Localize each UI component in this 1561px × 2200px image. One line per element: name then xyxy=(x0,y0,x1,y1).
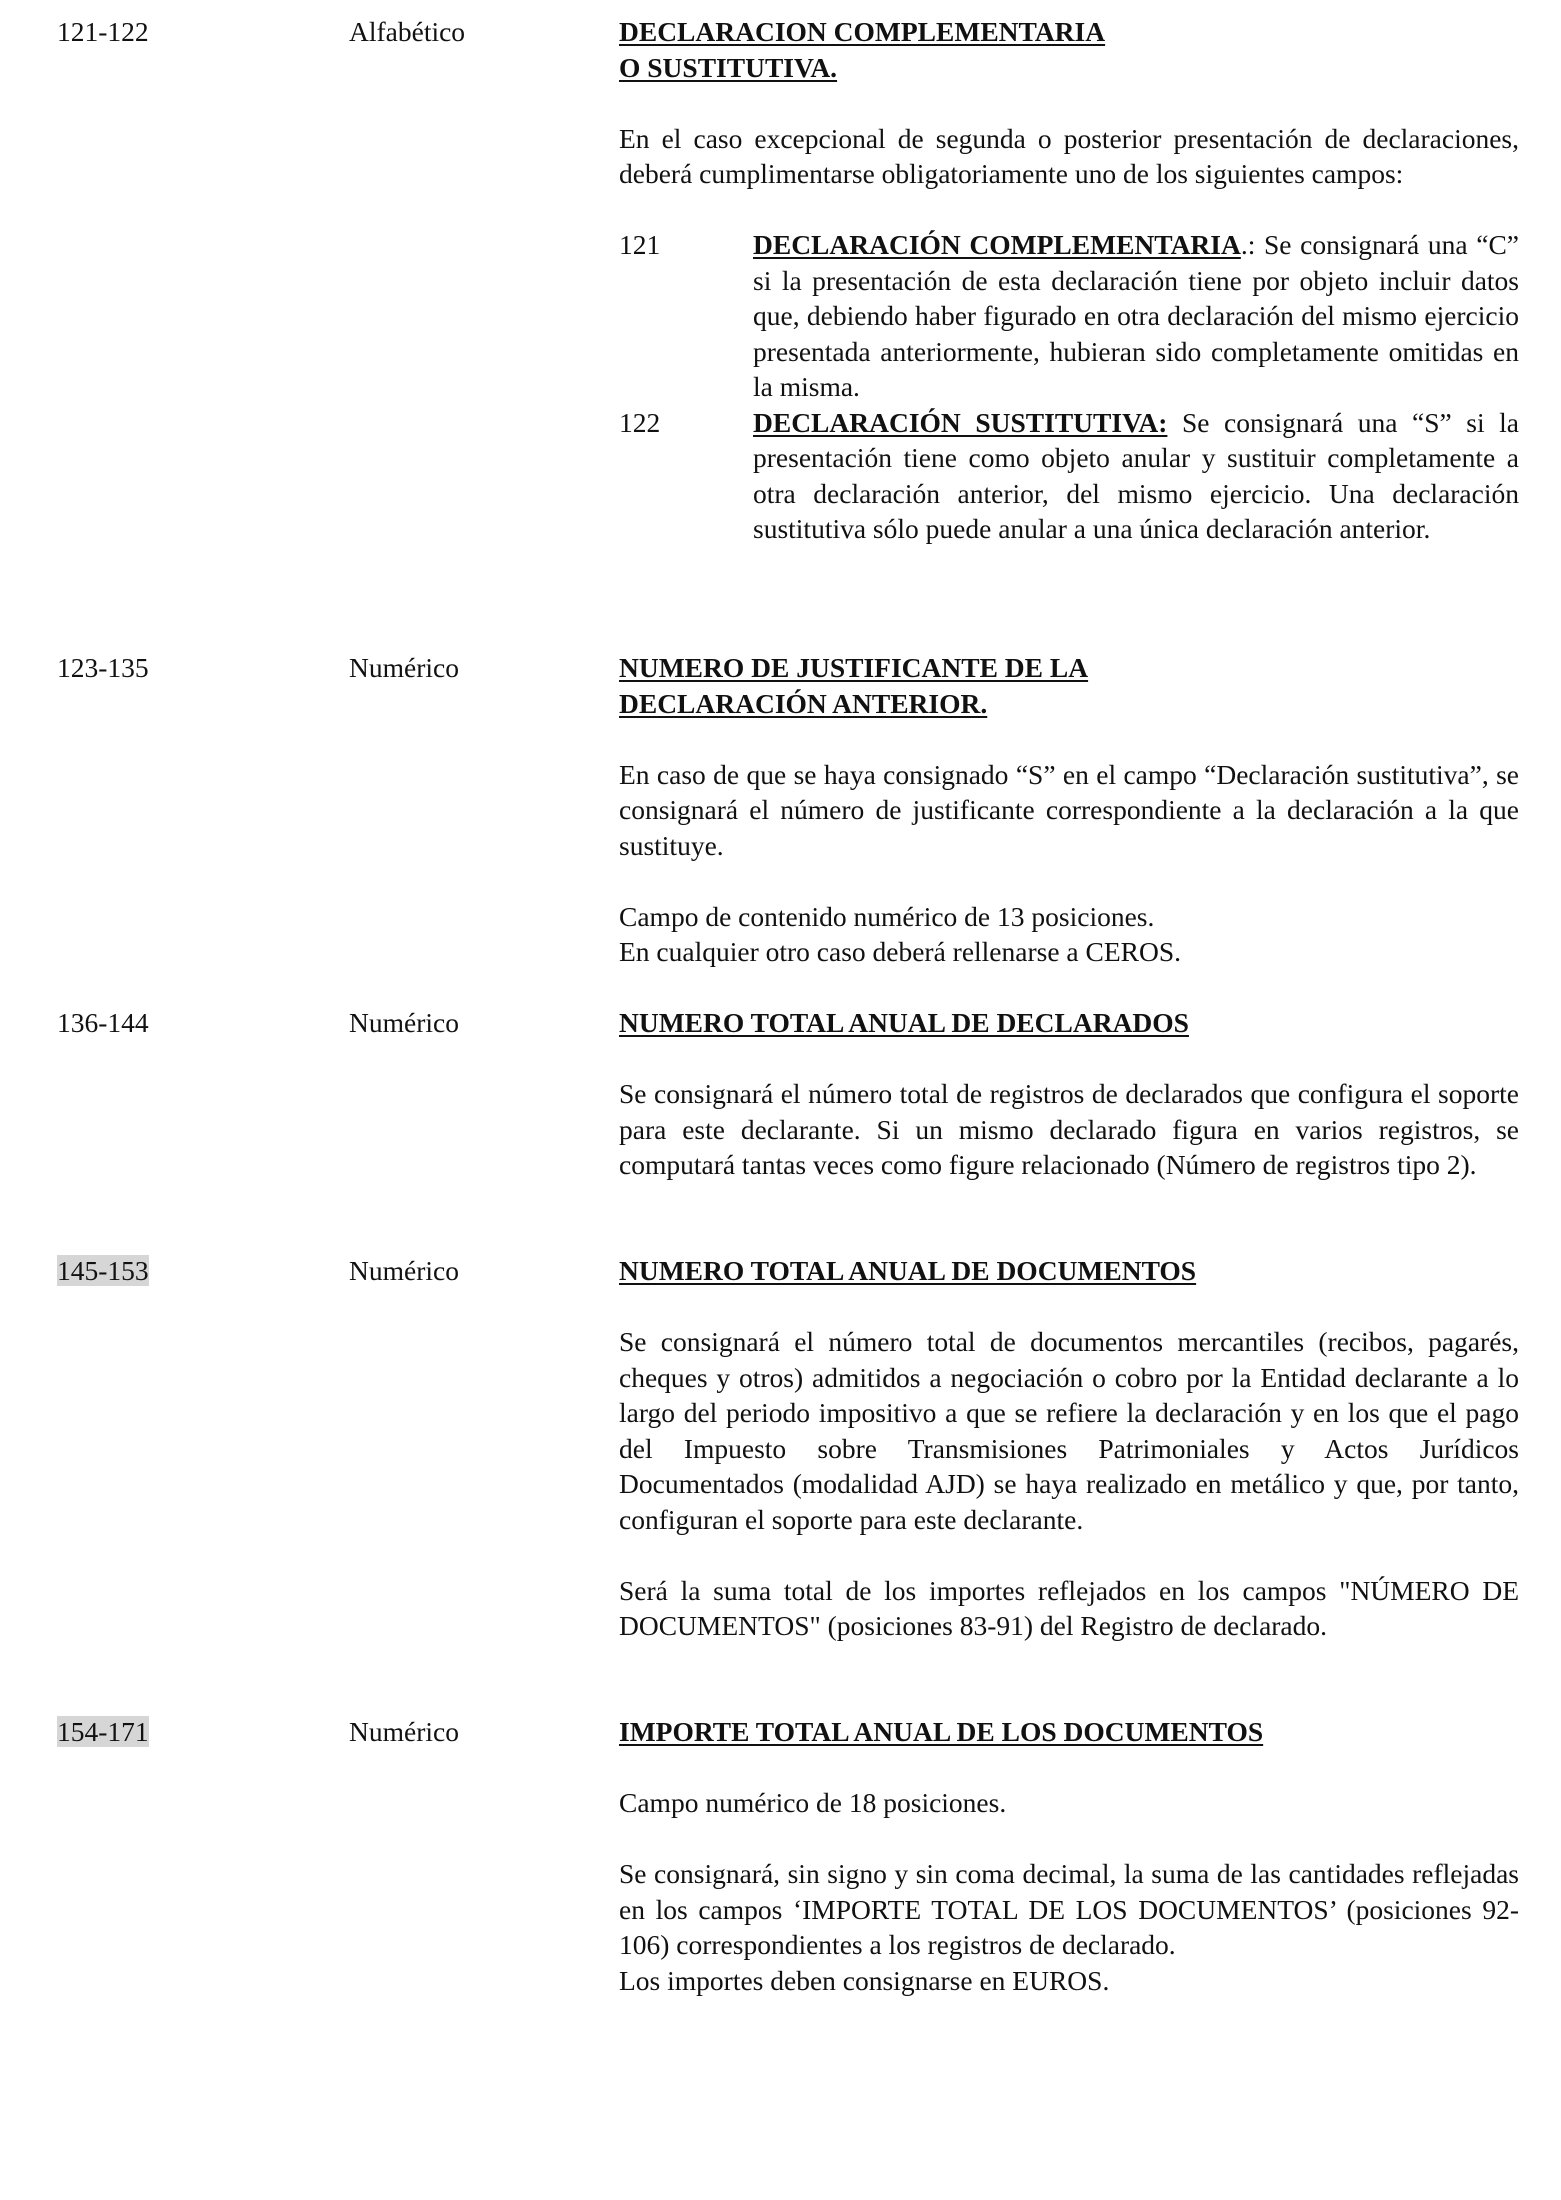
field-paragraph: Se consignará, sin signo y sin coma decimal, la suma de las cantidades reflejadas en los campos ‘IMPORTE TOTAL DE LOS DOCUMENTOS’ (posiciones 92-106) correspondientes a los registros de declarado. xyxy=(619,1858,1519,1960)
field-title xyxy=(619,14,1519,85)
field-paragraph: Campo de contenido numérico de 13 posiciones. xyxy=(619,900,1155,932)
field-paragraph: Se consignará el número total de registros de declarados que configura el soporte para este declarante. Si un mismo declarado figura en varios registros, se computará tantas veces como figure relacionado (Número de registros tipo 2). xyxy=(619,1078,1519,1180)
field-paragraph: Será la suma total de los importes reflejados en los campos "NÚMERO DE DOCUMENTOS" (posiciones 83-91) del Registro de declarado. xyxy=(619,1574,1519,1641)
subfield-item-122 xyxy=(619,405,1519,547)
field-title-line: DECLARACIÓN ANTERIOR. xyxy=(619,687,988,719)
field-type: Alfabético xyxy=(349,16,466,47)
field-description xyxy=(619,650,1519,970)
field-paragraph: En caso de que se haya consignado “S” en el campo “Declaración sustitutiva”, se consignará el número de justificante correspondiente a la declaración a la que sustituye. xyxy=(619,758,1519,861)
highlighted-positions: 154-171 xyxy=(57,1716,149,1747)
field-description xyxy=(619,14,1519,547)
subfield-title: DECLARACIÓN COMPLEMENTARIA xyxy=(753,229,1241,260)
field-positions: 136-144 xyxy=(57,1007,149,1038)
field-title: NUMERO TOTAL ANUAL DE DOCUMENTOS xyxy=(619,1255,1197,1286)
field-description xyxy=(619,1005,1519,1183)
subfield-number: 121 xyxy=(619,229,661,260)
field-title: NUMERO TOTAL ANUAL DE DECLARADOS xyxy=(619,1007,1189,1038)
subfield-text: Se consignará una “S” si la presentación tiene como objeto anular y sustituir completamente a otra declaración anterior, del mismo ejercicio. Una declaración sustitutiva sólo puede anular a una única declaración anterior. xyxy=(753,406,1520,544)
field-positions xyxy=(57,1253,149,1289)
field-type: Numérico xyxy=(349,652,459,683)
field-type: Numérico xyxy=(349,1716,459,1747)
field-title-line: O SUSTITUTIVA. xyxy=(619,51,838,83)
subfield-number: 122 xyxy=(619,406,661,438)
field-paragraph: En cualquier otro caso deberá rellenarse a CEROS. xyxy=(619,936,1182,967)
field-title: IMPORTE TOTAL ANUAL DE LOS DOCUMENTOS xyxy=(619,1716,1264,1747)
field-paragraph: Los importes deben consignarse en EUROS. xyxy=(619,1964,1110,1996)
subfield-text-block xyxy=(753,405,1519,547)
field-positions: 123-135 xyxy=(57,652,149,683)
subfield-item-121 xyxy=(619,227,1519,405)
field-title xyxy=(619,650,1519,721)
field-positions xyxy=(57,1714,149,1750)
field-description xyxy=(619,1714,1519,1998)
field-paragraph: Se consignará el número total de documentos mercantiles (recibos, pagarés, cheques y otros) admitidos a negociación o cobro por la Entidad declarante a lo largo del periodo impositivo a que se refiere la declaración y en los que el pago del Impuesto sobre Transmisiones Patrimoniales y Actos Jurídicos Documentados (modalidad AJD) se haya realizado en metálico y que, por tanto, configuran el soporte para este declarante. xyxy=(619,1326,1519,1535)
field-type: Numérico xyxy=(349,1255,459,1286)
field-type: Numérico xyxy=(349,1007,459,1038)
highlighted-positions: 145-153 xyxy=(57,1255,149,1286)
field-title-line: DECLARACION COMPLEMENTARIA xyxy=(619,16,1106,47)
field-positions: 121-122 xyxy=(57,16,149,47)
field-paragraph: En el caso excepcional de segunda o posterior presentación de declaraciones, deberá cumplimentarse obligatoriamente uno de los siguientes campos: xyxy=(619,122,1519,189)
subfield-list xyxy=(619,227,1519,547)
field-description xyxy=(619,1253,1519,1644)
field-paragraph: Campo numérico de 18 posiciones. xyxy=(619,1787,1007,1818)
field-title-line: NUMERO DE JUSTIFICANTE DE LA xyxy=(619,652,1089,683)
subfield-title: DECLARACIÓN SUSTITUTIVA: xyxy=(753,406,1168,438)
subfield-text: .: Se consignará una “C” si la presentación de esta declaración tiene por objeto incluir datos que, debiendo haber figurado en otra declaración del mismo ejercicio presentada anteriormente, hubieran sido completamente omitidas en la misma. xyxy=(753,229,1519,402)
subfield-text-block xyxy=(753,227,1519,405)
